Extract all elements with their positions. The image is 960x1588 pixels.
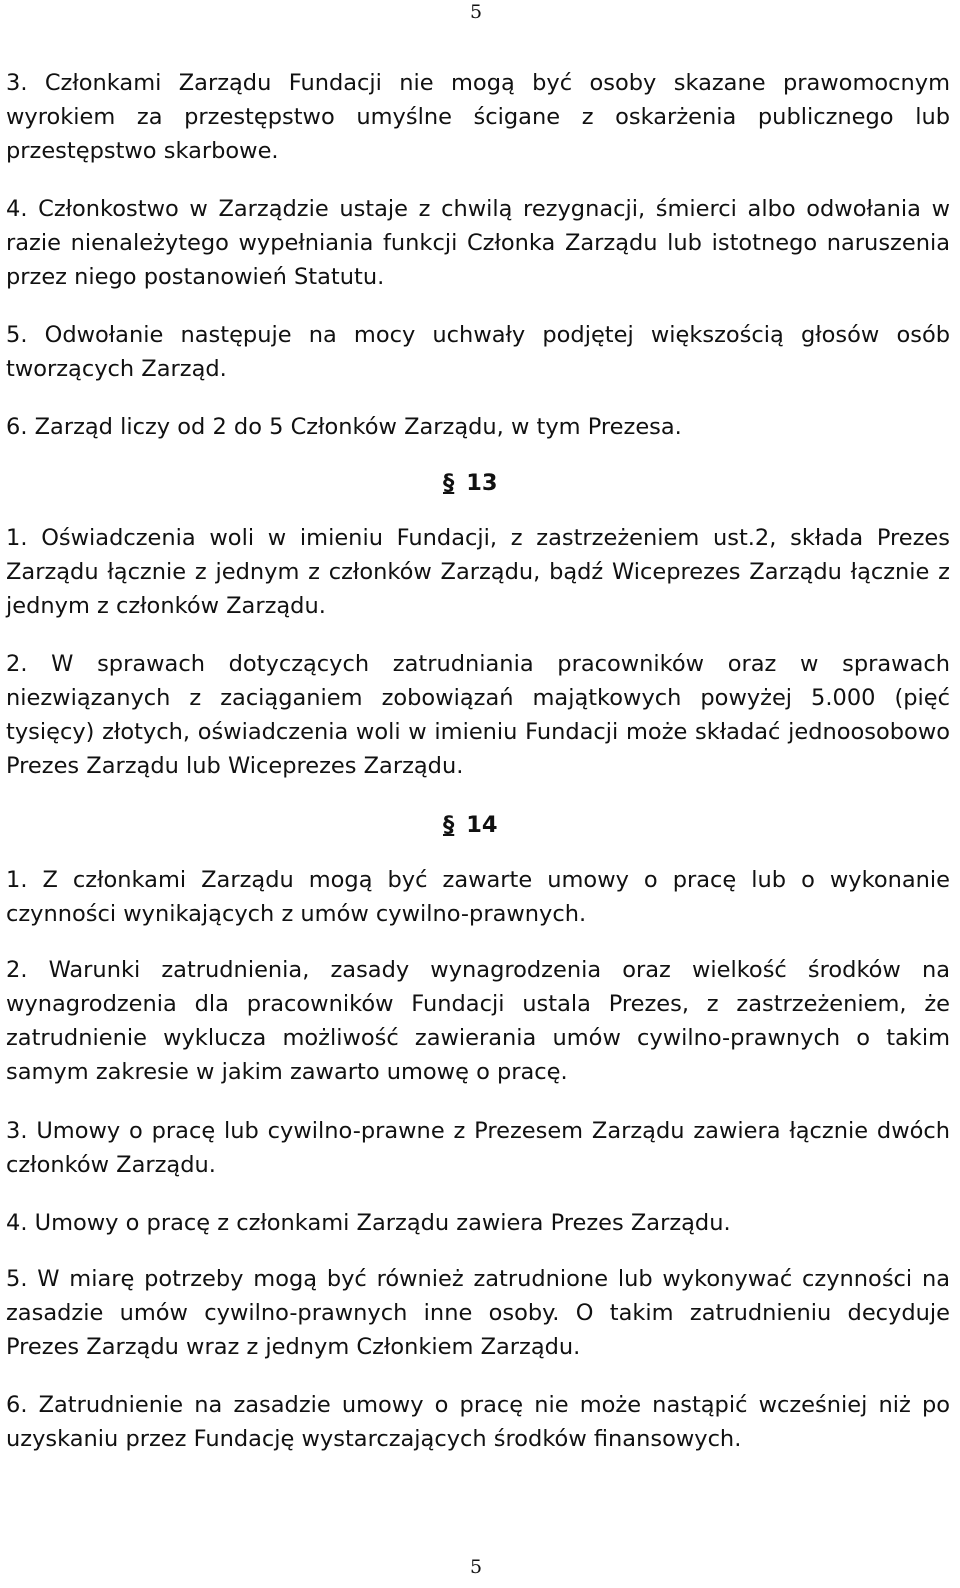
page-number-top: 5 [469,1,483,23]
paragraph-art14-1: 1. Z członkami Zarządu mogą być zawarte umowy o pracę lub o wykonanie czynności wynikających z umów cywilno-prawnych. [6,867,950,927]
paragraph-art13-2: 2. W sprawach dotyczących zatrudniania pracowników oraz w sprawach niezwiązanych z zaciąganiem zobowiązań majątkowych powyżej 5.000 (pięć tysięcy) złotych, oświadczenia woli w imieniu Fundacji może składać jednoosobowo Prezes Zarządu lub Wiceprezes Zarządu. [6,651,950,779]
paragraph-art14-5: 5. W miarę potrzeby mogą być również zatrudnione lub wykonywać czynności na zasadzie umów cywilno-prawnych inne osoby. O takim zatrudnieniu decyduje Prezes Zarządu wraz z jednym Członkiem Zarządu. [6,1266,950,1360]
paragraph-art14-3: 3. Umowy o pracę lub cywilno-prawne z Prezesem Zarządu zawiera łącznie dwóch członków Zarządu. [6,1118,950,1178]
section-number: 13 [466,470,498,496]
paragraph-art14-2: 2. Warunki zatrudnienia, zasady wynagrodzenia oraz wielkość środków na wynagrodzenia dla pracowników Fundacji ustala Prezes, z zastrzeżeniem, że zatrudnienie wyklucza możliwość zawierania umów cywilno-prawnych o takim samym zakresie w jakim zawarto umowę o pracę. [6,957,950,1085]
paragraph-art12-6: 6. Zarząd liczy od 2 do 5 Członków Zarządu, w tym Prezesa. [6,414,682,440]
section-sign: § [443,812,455,838]
paragraph-art12-5: 5. Odwołanie następuje na mocy uchwały podjętej większością głosów osób tworzących Zarząd. [6,322,950,382]
page-number-bottom: 5 [469,1556,483,1578]
section-number: 14 [466,812,498,838]
paragraph-art12-3: 3. Członkami Zarządu Fundacji nie mogą być osoby skazane prawomocnym wyrokiem za przestępstwo umyślne ścigane z oskarżenia publicznego lub przestępstwo skarbowe. [6,70,950,164]
section-sign: § [443,470,455,496]
paragraph-art14-4: 4. Umowy o pracę z członkami Zarządu zawiera Prezes Zarządu. [6,1210,731,1236]
paragraph-art14-6: 6. Zatrudnienie na zasadzie umowy o pracę nie może nastąpić wcześniej niż po uzyskaniu przez Fundację wystarczających środków finansowych. [6,1392,950,1452]
section-heading-14 [443,808,498,842]
paragraph-art12-4: 4. Członkostwo w Zarządzie ustaje z chwilą rezygnacji, śmierci albo odwołania w razie nienależytego wypełniania funkcji Członka Zarządu lub istotnego naruszenia przez niego postanowień Statutu. [6,196,950,290]
section-heading-13 [443,466,498,500]
paragraph-art13-1: 1. Oświadczenia woli w imieniu Fundacji, z zastrzeżeniem ust.2, składa Prezes Zarządu łącznie z jednym z członków Zarządu, bądź Wiceprezes Zarządu łącznie z jednym z członków Zarządu. [6,525,950,619]
